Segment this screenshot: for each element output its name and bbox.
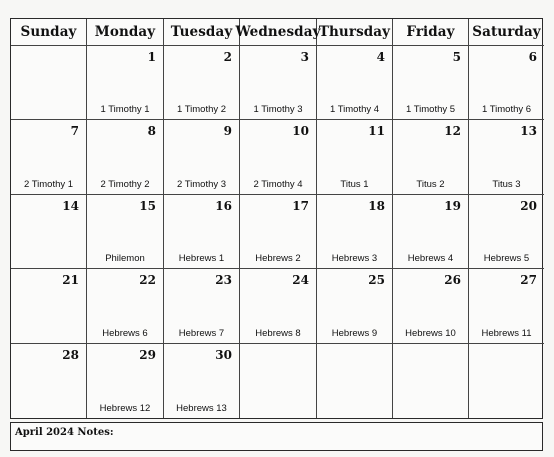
day-cell	[87, 269, 164, 343]
day-cell	[317, 344, 393, 418]
reading-label: 1 Timothy 1	[100, 104, 150, 116]
day-cell	[240, 46, 317, 120]
reading-label: Hebrews 2	[255, 253, 301, 265]
day-cell	[87, 46, 164, 120]
day-number: 26	[444, 273, 461, 288]
day-cell	[11, 344, 87, 418]
reading-label: Hebrews 12	[99, 403, 151, 414]
day-number: 20	[520, 198, 537, 213]
day-cell	[317, 120, 393, 194]
day-number: 6	[528, 50, 537, 64]
day-number: 2	[223, 50, 232, 64]
reading-label: 1 Timothy 6	[481, 104, 532, 116]
reading-label: 2 Timothy 3	[176, 178, 227, 190]
header-wednesday: Wednesday	[240, 19, 317, 46]
header-thursday: Thursday	[317, 19, 393, 46]
day-number: 10	[292, 124, 309, 139]
day-number: 16	[215, 198, 232, 213]
day-number: 1	[147, 50, 156, 64]
header-friday: Friday	[393, 19, 469, 46]
reading-label: 1 Timothy 2	[176, 104, 227, 116]
day-cell	[469, 269, 544, 343]
day-cell	[393, 344, 469, 418]
reading-label: Titus 1	[340, 178, 369, 190]
day-cell	[11, 46, 87, 120]
reading-label: Philemon	[105, 253, 145, 265]
reading-label: Hebrews 11	[481, 327, 532, 339]
day-cell	[87, 120, 164, 194]
day-number: 14	[62, 198, 79, 213]
reading-label: 1 Timothy 3	[253, 104, 303, 116]
reading-label: Hebrews 9	[331, 327, 378, 339]
reading-label: Hebrews 1	[178, 253, 225, 265]
day-number: 13	[520, 124, 537, 139]
day-number: 21	[62, 273, 79, 288]
day-cell	[164, 195, 240, 269]
day-cell	[469, 344, 544, 418]
day-number: 24	[292, 273, 309, 288]
header-monday: Monday	[87, 19, 164, 46]
notes-label: April 2024 Notes:	[15, 427, 114, 438]
reading-label: 1 Timothy 5	[405, 104, 456, 116]
notes-box	[10, 422, 543, 451]
day-cell	[393, 120, 469, 194]
header-tuesday: Tuesday	[164, 19, 240, 46]
day-number: 7	[70, 124, 79, 139]
calendar-grid	[10, 18, 543, 419]
reading-label: Hebrews 7	[178, 327, 225, 339]
day-cell	[87, 195, 164, 269]
day-cell	[240, 344, 317, 418]
day-cell	[164, 269, 240, 343]
day-number: 30	[215, 347, 232, 362]
day-cell	[87, 344, 164, 418]
day-cell	[164, 46, 240, 120]
reading-label: Hebrews 13	[176, 403, 227, 414]
reading-label: Hebrews 5	[483, 253, 530, 265]
day-cell	[469, 46, 544, 120]
header-sunday: Sunday	[11, 19, 87, 46]
day-cell	[469, 195, 544, 269]
day-cell	[393, 46, 469, 120]
day-number: 4	[376, 50, 385, 64]
reading-label: Hebrews 8	[255, 327, 301, 339]
day-number: 12	[444, 124, 461, 139]
day-number: 11	[368, 124, 385, 139]
reading-label: Hebrews 10	[405, 327, 456, 339]
day-cell	[164, 344, 240, 418]
day-number: 5	[452, 50, 461, 64]
day-number: 9	[223, 124, 232, 139]
reading-label: Hebrews 6	[102, 327, 148, 339]
day-cell	[164, 120, 240, 194]
reading-label: Titus 2	[416, 178, 445, 190]
day-cell	[393, 195, 469, 269]
day-cell	[11, 195, 87, 269]
day-number: 28	[62, 347, 79, 362]
day-number: 23	[215, 273, 232, 288]
day-number: 22	[139, 273, 156, 288]
reading-label: Titus 3	[492, 178, 521, 190]
day-cell	[317, 46, 393, 120]
reading-label: 2 Timothy 1	[23, 178, 74, 190]
reading-label: 2 Timothy 2	[100, 178, 150, 190]
reading-label: 1 Timothy 4	[329, 104, 380, 116]
day-number: 29	[139, 347, 156, 362]
header-saturday: Saturday	[469, 19, 544, 46]
day-number: 18	[368, 198, 385, 213]
day-cell	[240, 269, 317, 343]
day-cell	[240, 120, 317, 194]
day-cell	[317, 269, 393, 343]
day-cell	[469, 120, 544, 194]
day-number: 3	[300, 50, 309, 64]
reading-label: Hebrews 3	[331, 253, 378, 265]
day-number: 19	[444, 198, 461, 213]
day-number: 25	[368, 273, 385, 288]
day-number: 17	[292, 198, 309, 213]
reading-label: Hebrews 4	[407, 253, 454, 265]
day-cell	[11, 269, 87, 343]
day-number: 8	[147, 124, 156, 139]
reading-label: 2 Timothy 4	[253, 178, 303, 190]
day-cell	[317, 195, 393, 269]
day-number: 15	[139, 198, 156, 213]
day-cell	[11, 120, 87, 194]
day-number: 27	[520, 273, 537, 288]
day-cell	[393, 269, 469, 343]
day-cell	[240, 195, 317, 269]
